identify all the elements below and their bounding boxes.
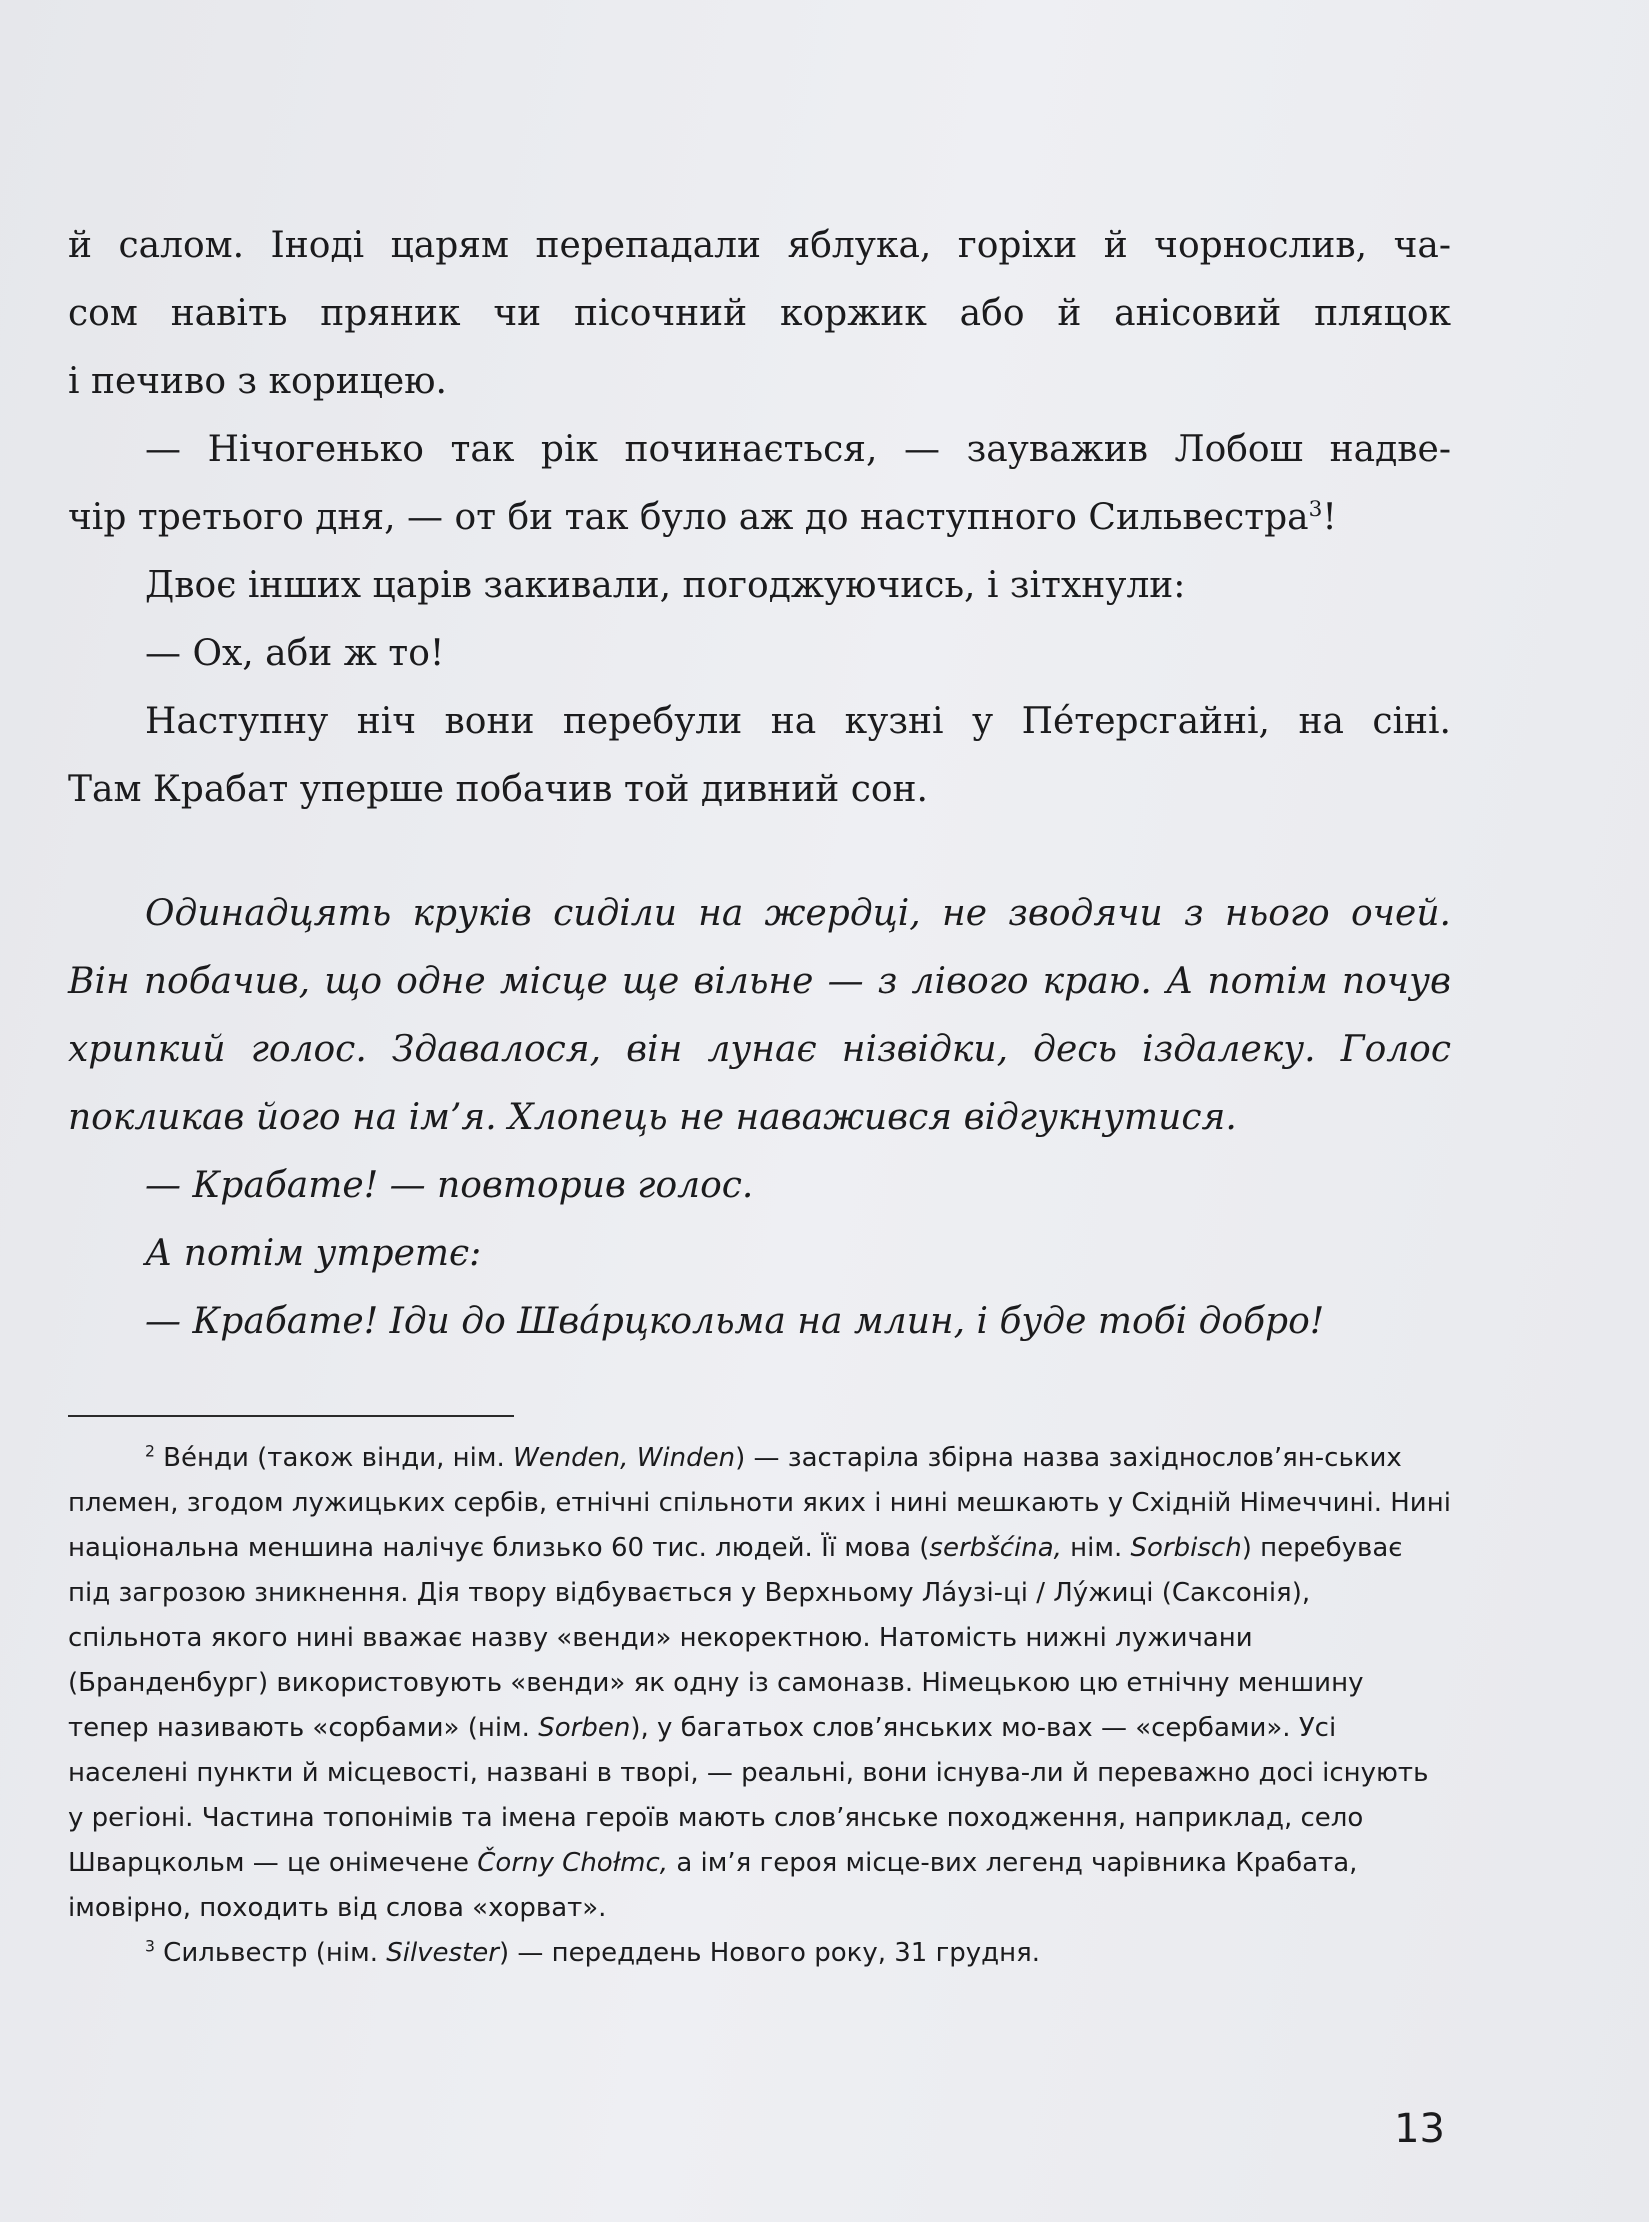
footnote-italic: Sorben bbox=[538, 1713, 631, 1743]
dream-line: — Крабате! Іди до Шва́рцкольма на млин, і буде тобі добро! bbox=[145, 1301, 1325, 1342]
main-text bbox=[68, 212, 1451, 1356]
footnote-text: ) — застаріла збірна назва західнослов’ян-ських племен, згодом лужицьких сербів, етнічні спільноти яких і нині мешкають у Східній Німеччині. Нині національна меншина налічує близько 60 тис. людей. Її мова ( bbox=[68, 1443, 1451, 1563]
footnote-italic: Čorny Chołmc, bbox=[477, 1848, 669, 1878]
dream-line: хрипкий голос. Здавалося, він лунає нізвідки, десь іздалеку. Голос bbox=[68, 1029, 1451, 1070]
page-number: 13 bbox=[1394, 2106, 1445, 2152]
footnote-text: ) перебуває під загрозою зникнення. Дія твору відбувається у Верхньому Ла́узі-ці / Лу́жиці (Саксонія), спільнота якого нині вважає назву «венди» некоректною. Натомість нижні лужичани (Бранденбург) використовують «венди» як одну із самоназв. Німецькою цю етнічну меншину тепер називають «сорбами» (нім. bbox=[68, 1533, 1403, 1743]
text-line: й салом. Іноді царям перепадали яблука, горіхи й чорнослив, ча- bbox=[68, 225, 1451, 266]
footnote-italic: serbšćina, bbox=[929, 1533, 1062, 1563]
text-line: Наступну ніч вони перебули на кузні у Пе́терсгайні, на сіні. bbox=[145, 701, 1451, 742]
footnote-mark: 2 bbox=[145, 1442, 155, 1461]
footnote-text: Ве́нди (також вінди, нім. bbox=[154, 1443, 513, 1473]
footnote-2 bbox=[68, 1436, 1451, 1931]
footnotes bbox=[68, 1436, 1451, 1976]
footnote-ref-3[interactable]: 3 bbox=[1308, 497, 1323, 522]
dream-line: А потім утретє: bbox=[145, 1233, 482, 1274]
dream-line: покликав його на ім’я. Хлопець не наважився відгукнутися. bbox=[68, 1097, 1237, 1138]
footnote-mark: 3 bbox=[145, 1937, 155, 1956]
text-line: — Ох, аби ж то! bbox=[145, 633, 445, 674]
text-line: Двоє інших царів закивали, погоджуючись, і зітхнули: bbox=[145, 565, 1186, 606]
text-line bbox=[68, 484, 1451, 552]
footnote-text: нім. bbox=[1061, 1533, 1131, 1563]
footnote-text: ), у багатьох слов’янських мо-вах — «сербами». Усі населені пункти й місцевості, названі в творі, — реальні, вони існува-ли й переважно досі існують у регіоні. Частина топонімів та імена героїв мають слов’янське походження, наприклад, село Шварцкольм — це онімечене bbox=[68, 1713, 1429, 1878]
dream-line: Одинадцять круків сиділи на жердці, не зводячи з нього очей. bbox=[145, 893, 1451, 934]
footnote-italic: Sorbisch bbox=[1130, 1533, 1242, 1563]
text-line: — Нічогенько так рік починається, — зауважив Лобош надве- bbox=[145, 429, 1451, 470]
footnote-italic: Wenden, Winden bbox=[513, 1443, 736, 1473]
footnote-italic: Silvester bbox=[386, 1938, 499, 1968]
text-line: Там Крабат уперше побачив той дивний сон. bbox=[68, 769, 928, 810]
section-gap bbox=[68, 824, 1451, 880]
text-span: ! bbox=[1322, 497, 1337, 538]
text-line: і печиво з корицею. bbox=[68, 361, 447, 402]
text-span: чір третього дня, — от би так було аж до наступного Сильвестра bbox=[68, 497, 1309, 538]
dream-line: — Крабате! — повторив голос. bbox=[145, 1165, 754, 1206]
footnote-divider bbox=[68, 1415, 514, 1417]
text-line: сом навіть пряник чи пісочний коржик або й анісовий пляцок bbox=[68, 293, 1451, 334]
footnote-text: Сильвестр (нім. bbox=[154, 1938, 387, 1968]
footnote-text: а ім’я героя місце-вих легенд чарівника Крабата, імовірно, походить від слова «хорват». bbox=[68, 1848, 1358, 1923]
footnote-3 bbox=[68, 1931, 1451, 1976]
footnote-text: ) — переддень Нового року, 31 грудня. bbox=[498, 1938, 1041, 1968]
dream-line: Він побачив, що одне місце ще вільне — з лівого краю. А потім почув bbox=[68, 961, 1451, 1002]
